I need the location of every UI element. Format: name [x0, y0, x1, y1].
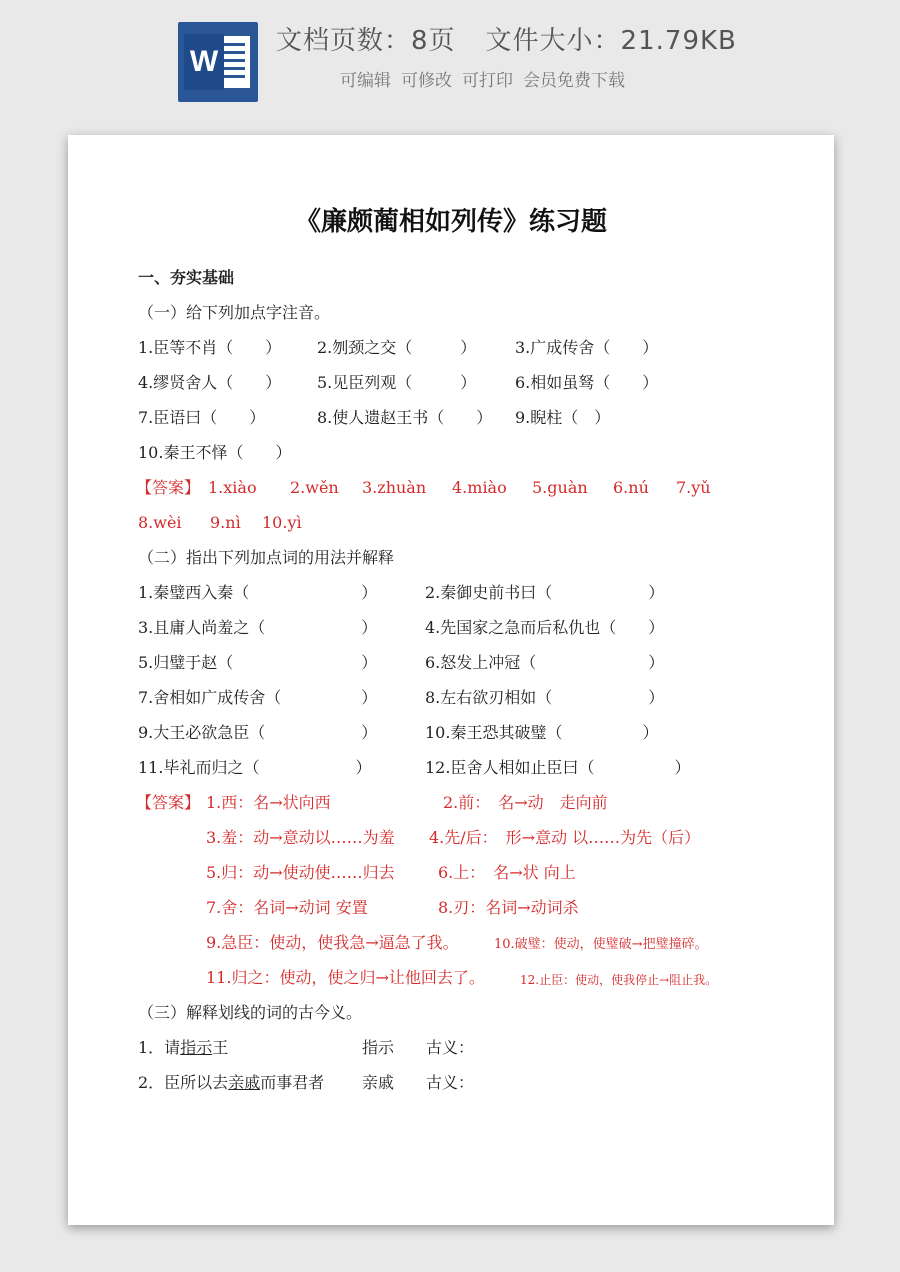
question-item: 5.见臣列观（ ）: [317, 373, 477, 392]
answer-item: 7.舍：名词→动词 安置: [206, 898, 368, 917]
question-row: [138, 688, 778, 708]
question-item: 11.毕礼而归之（ ）: [138, 758, 372, 777]
question-item: 7.舍相如广成传舍（ ）: [138, 688, 378, 707]
vocab-sentence: [138, 1038, 228, 1058]
question-item: 2.刎颈之交（ ）: [317, 338, 477, 357]
doc-meta: [276, 20, 737, 57]
question-item: 3.且庸人尚羞之（ ）: [138, 618, 378, 637]
document-page: [68, 135, 834, 1225]
question-item: 7.臣语曰（ ）: [138, 408, 266, 427]
question-row: [138, 618, 778, 638]
answer-item: 6.nú: [613, 478, 649, 497]
question-item: 5.归璧于赵（ ）: [138, 653, 378, 672]
vocab-word: 亲戚: [362, 1073, 395, 1092]
vocab-row: [138, 1073, 778, 1093]
feature-free-download: 会员免费下载: [523, 71, 625, 91]
vocab-sentence: [138, 1073, 324, 1093]
question-item: 3.广成传舍（ ）: [515, 338, 659, 357]
file-size: 文件大小：21.79KB: [485, 26, 737, 56]
section-heading: 一、夯实基础: [138, 268, 235, 287]
answer-item: 11.归之：使动，使之归→让他回去了。: [206, 968, 485, 987]
page-count: 文档页数：8页: [276, 26, 456, 56]
question-row: [138, 373, 778, 393]
question-item: 8.使人遗赵王书（ ）: [317, 408, 493, 427]
part3-heading: （三）解释划线的词的古今义。: [138, 1003, 363, 1022]
question-row: [138, 583, 778, 603]
question-item: 12.臣舍人相如止臣曰（ ）: [425, 758, 691, 777]
feature-modifiable: 可修改: [401, 71, 452, 91]
question-row: [138, 723, 778, 743]
answer-item: 1.西：名→状向西: [206, 793, 331, 812]
question-row: [138, 653, 778, 673]
answer-item: 4.miào: [452, 478, 507, 497]
vocab-meaning-label: 古义：: [426, 1073, 475, 1092]
question-item: 10.秦王不怿（ ）: [138, 443, 292, 462]
answer-item: 12.止臣：使动，使我停止→阻止我。: [520, 973, 718, 987]
answer-item: 9.nì: [210, 513, 241, 532]
answer-item: 2.前： 名→动 走向前: [443, 793, 608, 812]
vocab-suffix: 王: [212, 1038, 229, 1057]
feature-printable: 可打印: [462, 71, 513, 91]
part1-heading: （一）给下列加点字注音。: [138, 303, 331, 322]
answer-row: [138, 968, 778, 988]
underlined-word: 指示: [180, 1038, 213, 1057]
answer-row: [138, 513, 778, 533]
question-row: [138, 758, 778, 778]
answer-item: 3.zhuàn: [362, 478, 427, 497]
answer-item: 3.羞：动→意动以……为羞: [206, 828, 395, 847]
question-item: 1.秦璧西入秦（ ）: [138, 583, 378, 602]
answer-item: 10.yì: [262, 513, 302, 532]
download-banner: [0, 0, 900, 130]
part2-heading: （二）指出下列加点词的用法并解释: [138, 548, 395, 567]
question-item: 4.缪贤舍人（ ）: [138, 373, 282, 392]
feature-editable: 可编辑: [340, 71, 391, 91]
vocab-suffix: 而事君者: [260, 1073, 325, 1092]
vocab-prefix: 2．臣所以去: [138, 1073, 229, 1092]
feature-list: [340, 66, 625, 91]
question-item: 8.左右欲刃相如（ ）: [425, 688, 665, 707]
word-letter: W: [184, 34, 224, 90]
answer-row: [138, 933, 778, 953]
answer-row: [138, 863, 778, 883]
answer-row: [138, 898, 778, 918]
answer-item: 2.wěn: [290, 478, 339, 497]
answer-item: 8.wèi: [138, 513, 182, 532]
question-item: 1.臣等不肖（ ）: [138, 338, 282, 357]
question-item: 6.怒发上冲冠（ ）: [425, 653, 665, 672]
vocab-meaning-label: 古义：: [426, 1038, 475, 1057]
answer-item: 7.yǔ: [676, 478, 711, 497]
vocab-word: 指示: [362, 1038, 395, 1057]
question-item: 9.大王必欲急臣（ ）: [138, 723, 378, 742]
answer-row: [138, 793, 778, 813]
answer-item: 5.归：动→使动使……归去: [206, 863, 395, 882]
answer-item: 6.上： 名→状 向上: [438, 863, 576, 882]
answer-item: 9.急臣：使动，使我急→逼急了我。: [206, 933, 459, 952]
question-item: 9.睨柱（ ）: [515, 408, 611, 427]
answer-item: 8.刃：名词→动词杀: [438, 898, 579, 917]
question-row: [138, 338, 778, 358]
question-item: 2.秦御史前书曰（ ）: [425, 583, 665, 602]
answer-item: 5.guàn: [532, 478, 588, 497]
answer-item: 10.破璧：使动，使璧破→把璧撞碎。: [494, 937, 708, 952]
answer-row: [138, 478, 778, 498]
answer-item: 1.xiào: [208, 478, 257, 497]
vocab-row: [138, 1038, 778, 1058]
answer-item: 4.先/后： 形→意动 以……为先（后）: [429, 828, 701, 847]
answer-row: [138, 828, 778, 848]
question-item: 10.秦王恐其破璧（ ）: [425, 723, 659, 742]
answer-tag: 【答案】: [136, 478, 201, 497]
vocab-prefix: 1．请: [138, 1038, 181, 1057]
question-item: 6.相如虽驽（ ）: [515, 373, 659, 392]
answer-tag: 【答案】: [136, 793, 201, 812]
underlined-word: 亲戚: [228, 1073, 261, 1092]
word-doc-icon: [178, 22, 258, 102]
document-title: 《廉颇蔺相如列传》练习题: [294, 207, 607, 237]
question-item: 4.先国家之急而后私仇也（ ）: [425, 618, 665, 637]
question-row: [138, 408, 778, 428]
